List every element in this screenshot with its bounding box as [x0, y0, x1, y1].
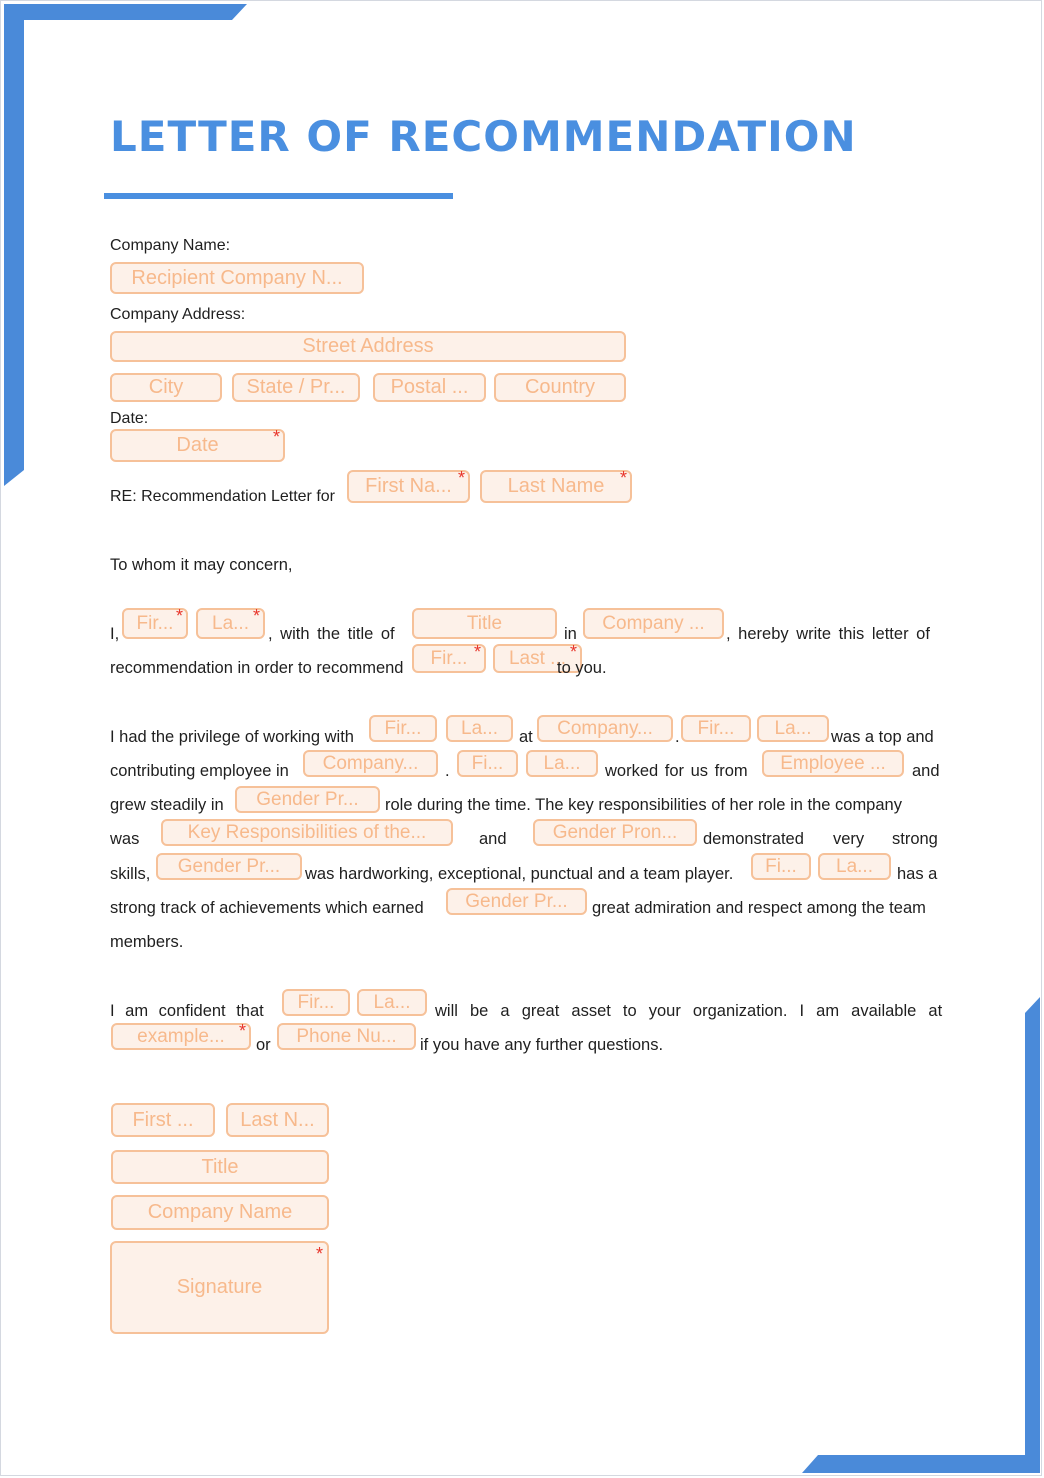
- page-title: LETTER OF RECOMMENDATION: [110, 112, 857, 161]
- candidate-last-name-field[interactable]: Last ... *: [493, 644, 582, 673]
- city-field[interactable]: City: [110, 373, 222, 402]
- country-field[interactable]: Country: [494, 373, 626, 402]
- p1-text-2: , with the title of: [268, 625, 395, 643]
- salutation: To whom it may concern,: [110, 556, 293, 574]
- p2-text-10: role during the time. The key responsibilities of her role in the company: [385, 796, 902, 814]
- p2-text-12: and: [479, 830, 507, 848]
- p2-company-field-2[interactable]: Company...: [303, 750, 438, 777]
- required-marker: *: [252, 606, 260, 626]
- employment-start-field[interactable]: Employee ...: [762, 750, 904, 777]
- re-label: RE: Recommendation Letter for: [110, 488, 335, 505]
- p2-last-name-field-2[interactable]: La...: [757, 715, 829, 742]
- p2-text-17: strong track of achievements which earned: [110, 899, 424, 917]
- re-last-name-field[interactable]: Last Name *: [480, 470, 632, 503]
- street-address-field[interactable]: Street Address: [110, 331, 626, 362]
- p3-text-1: I am confident that: [110, 1002, 264, 1020]
- author-company-field[interactable]: Company ...: [583, 608, 724, 639]
- signer-title-field[interactable]: Title: [111, 1150, 329, 1184]
- p2-company-field-1[interactable]: Company...: [537, 715, 673, 742]
- required-marker: *: [238, 1021, 246, 1041]
- p2-last-name-field-3[interactable]: La...: [526, 750, 598, 777]
- company-name-label: Company Name:: [110, 237, 231, 254]
- p1-text-4: , hereby write this letter of: [726, 625, 930, 643]
- p2-text-13c: strong: [892, 830, 938, 848]
- gender-pronoun-field-4[interactable]: Gender Pr...: [446, 888, 587, 915]
- gender-pronoun-field-3[interactable]: Gender Pr...: [156, 853, 302, 880]
- p2-text-13b: very: [833, 830, 865, 848]
- p2-text-9: grew steadily in: [110, 796, 224, 814]
- p2-last-name-field-4[interactable]: La...: [818, 853, 891, 880]
- date-field[interactable]: Date *: [110, 429, 285, 462]
- signer-company-name-field[interactable]: Company Name: [111, 1195, 329, 1230]
- company-address-label: Company Address:: [110, 306, 246, 323]
- key-responsibilities-field[interactable]: Key Responsibilities of the...: [161, 819, 453, 846]
- p3-text-4: if you have any further questions.: [420, 1036, 664, 1054]
- p2-text-18: great admiration and respect among the team: [592, 899, 926, 917]
- required-marker: *: [457, 468, 465, 488]
- p2-first-name-field-4[interactable]: Fi...: [751, 853, 811, 880]
- recipient-company-name-field[interactable]: Recipient Company N...: [110, 262, 364, 294]
- p2-text-11: was: [110, 830, 140, 848]
- p3-text-2: will be a great asset to your organization. I am available at: [435, 1002, 943, 1020]
- p2-first-name-field-3[interactable]: Fi...: [457, 750, 518, 777]
- p2-text-1: I had the privilege of working with: [110, 728, 354, 746]
- required-marker: *: [473, 642, 481, 662]
- p2-first-name-field-2[interactable]: Fir...: [681, 715, 751, 742]
- p2-text-7: worked for us from: [605, 762, 748, 780]
- postal-code-field[interactable]: Postal ...: [373, 373, 486, 402]
- signature-field[interactable]: Signature *: [110, 1241, 329, 1334]
- candidate-first-name-field[interactable]: Fir... *: [412, 644, 486, 673]
- p2-text-6: .: [445, 762, 450, 780]
- p2-text-3: .: [675, 728, 680, 746]
- author-last-name-field[interactable]: La... *: [196, 608, 265, 639]
- title-divider: [104, 193, 453, 199]
- p2-text-8: and: [912, 762, 940, 780]
- p2-text-15: was hardworking, exceptional, punctual and a team player.: [305, 865, 734, 883]
- p3-first-name-field[interactable]: Fir...: [282, 989, 350, 1016]
- p2-text-14: skills,: [110, 865, 151, 883]
- p2-text-19: members.: [110, 933, 184, 951]
- p2-text-16: has a: [897, 865, 938, 883]
- required-marker: *: [175, 606, 183, 626]
- gender-pronoun-field-2[interactable]: Gender Pron...: [533, 819, 697, 846]
- signer-last-name-field[interactable]: Last N...: [226, 1103, 329, 1137]
- p2-first-name-field-1[interactable]: Fir...: [369, 715, 437, 742]
- p1-text-6: to you.: [557, 659, 607, 677]
- required-marker: *: [569, 642, 577, 662]
- p1-text-5: recommendation in order to recommend: [110, 659, 404, 677]
- p2-text-4: was a top and: [831, 728, 934, 746]
- p2-last-name-field-1[interactable]: La...: [446, 715, 513, 742]
- p3-text-3: or: [256, 1036, 271, 1054]
- p1-text-1: I,: [110, 625, 120, 643]
- p2-text-2: at: [519, 728, 533, 746]
- required-marker: *: [272, 427, 280, 447]
- email-field[interactable]: example... *: [111, 1023, 251, 1050]
- p2-text-13: demonstrated: [703, 830, 804, 848]
- p3-last-name-field[interactable]: La...: [357, 989, 427, 1016]
- required-marker: *: [315, 1244, 323, 1264]
- p2-text-5: contributing employee in: [110, 762, 289, 780]
- phone-number-field[interactable]: Phone Nu...: [277, 1023, 416, 1050]
- re-first-name-field[interactable]: First Na... *: [347, 470, 470, 503]
- state-province-field[interactable]: State / Pr...: [232, 373, 360, 402]
- date-label: Date:: [110, 410, 149, 427]
- p1-text-3: in: [564, 625, 577, 643]
- bottom-right-corner-border: [800, 995, 1044, 1478]
- signer-first-name-field[interactable]: First ...: [111, 1103, 215, 1137]
- author-first-name-field[interactable]: Fir... *: [122, 608, 188, 639]
- required-marker: *: [619, 468, 627, 488]
- author-title-field[interactable]: Title: [412, 608, 557, 639]
- gender-pronoun-field-1[interactable]: Gender Pr...: [235, 786, 380, 813]
